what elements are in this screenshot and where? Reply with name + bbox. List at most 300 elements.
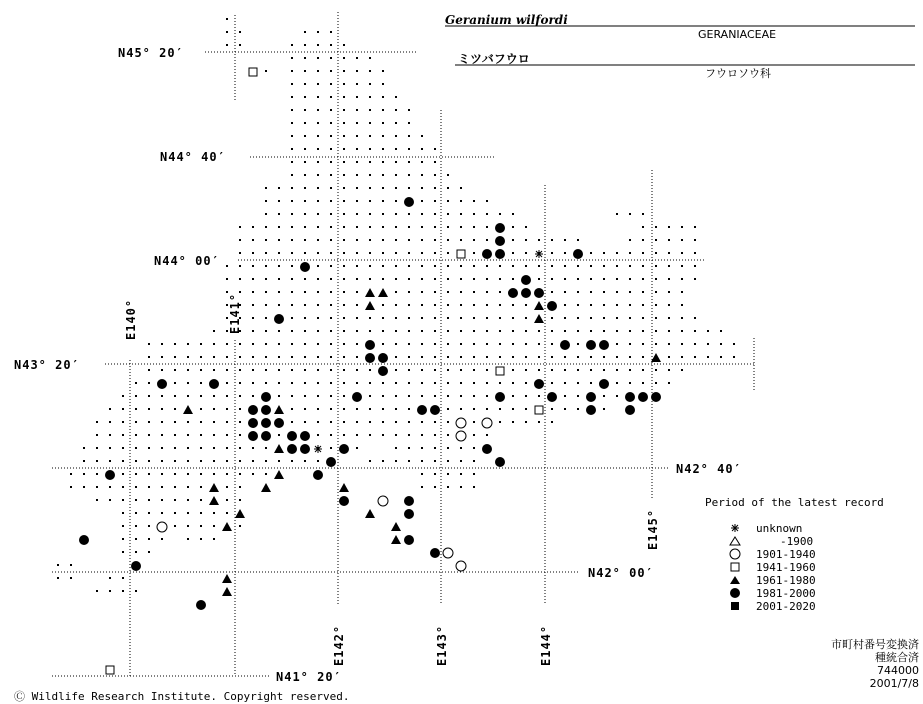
grid-dot [265, 213, 267, 215]
grid-dot [460, 291, 462, 293]
grid-dot [122, 434, 124, 436]
grid-dot [135, 538, 137, 540]
grid-dot [473, 343, 475, 345]
grid-dot [291, 421, 293, 423]
species-name: Geranium wilfordi [445, 13, 568, 27]
grid-dot [668, 239, 670, 241]
grid-dot [109, 434, 111, 436]
grid-dot [161, 460, 163, 462]
grid-dot [369, 213, 371, 215]
grid-dot [486, 356, 488, 358]
grid-dot [629, 369, 631, 371]
grid-dot [382, 382, 384, 384]
grid-dot [681, 330, 683, 332]
grid-dot [343, 109, 345, 111]
record-1981-2000 [79, 535, 89, 545]
grid-dot [96, 590, 98, 592]
grid-dot [356, 83, 358, 85]
grid-dot [447, 395, 449, 397]
grid-dot [187, 525, 189, 527]
grid-dot [499, 278, 501, 280]
grid-dot [200, 499, 202, 501]
grid-dot [460, 239, 462, 241]
grid-dot [616, 369, 618, 371]
record-1981-2000 [339, 496, 349, 506]
grid-dot [525, 356, 527, 358]
record-1981-2000 [313, 470, 323, 480]
grid-dot [460, 304, 462, 306]
grid-dot [408, 109, 410, 111]
grid-dot [252, 382, 254, 384]
record-1981-2000 [404, 535, 414, 545]
grid-dot [408, 408, 410, 410]
grid-dot [330, 421, 332, 423]
record-1941-1960 [457, 250, 465, 258]
record-1901-1940 [456, 418, 466, 428]
grid-dot [668, 304, 670, 306]
grid-dot [616, 278, 618, 280]
grid-dot [395, 421, 397, 423]
grid-dot [551, 356, 553, 358]
grid-dot [226, 460, 228, 462]
grid-dot [291, 356, 293, 358]
grid-dot [252, 369, 254, 371]
grid-dot [447, 278, 449, 280]
grid-dot [291, 265, 293, 267]
grid-dot [135, 434, 137, 436]
grid-dot [278, 239, 280, 241]
grid-dot [447, 369, 449, 371]
grid-dot [330, 31, 332, 33]
grid-dot [135, 460, 137, 462]
grid-dot [642, 291, 644, 293]
filled-triangle-icon [730, 576, 740, 584]
grid-dot [278, 187, 280, 189]
grid-dot [239, 265, 241, 267]
record-1981-2000 [261, 405, 271, 415]
grid-dot [343, 57, 345, 59]
grid-dot [616, 395, 618, 397]
grid-dot [408, 382, 410, 384]
grid-dot [421, 291, 423, 293]
grid-dot [447, 213, 449, 215]
grid-dot [434, 291, 436, 293]
grid-dot [239, 31, 241, 33]
grid-dot [200, 512, 202, 514]
grid-dot [304, 369, 306, 371]
grid-dot [577, 265, 579, 267]
grid-dot [109, 577, 111, 579]
record-1981-2000 [274, 418, 284, 428]
grid-dot [369, 161, 371, 163]
grid-dot [135, 382, 137, 384]
record-1981-2000 [430, 405, 440, 415]
grid-dot [681, 369, 683, 371]
record-1981-2000 [651, 392, 661, 402]
grid-dot [434, 473, 436, 475]
grid-dot [330, 109, 332, 111]
grid-dot [499, 421, 501, 423]
grid-dot [239, 356, 241, 358]
grid-dot [330, 44, 332, 46]
grid-dot [122, 486, 124, 488]
grid-dot [291, 96, 293, 98]
grid-dot [395, 395, 397, 397]
grid-dot [603, 356, 605, 358]
grid-dot [421, 447, 423, 449]
grid-dot [473, 226, 475, 228]
record-1981-2000 [495, 249, 505, 259]
grid-dot [122, 499, 124, 501]
grid-dot [291, 109, 293, 111]
grid-dot [330, 395, 332, 397]
grid-dot [395, 109, 397, 111]
record-1941-1960 [535, 406, 543, 414]
grid-dot [226, 473, 228, 475]
grid-dot [135, 512, 137, 514]
grid-dot [317, 421, 319, 423]
grid-dot [473, 239, 475, 241]
conversion-note: 市町村番号変換済 [831, 638, 919, 651]
grid-dot [460, 226, 462, 228]
grid-dot [252, 330, 254, 332]
grid-dot [577, 382, 579, 384]
grid-dot [668, 226, 670, 228]
grid-dot [629, 278, 631, 280]
grid-dot [473, 460, 475, 462]
grid-dot [577, 304, 579, 306]
grid-dot [434, 200, 436, 202]
grid-dot [304, 382, 306, 384]
grid-dot [122, 447, 124, 449]
record-1901-1940 [443, 548, 453, 558]
grid-dot [96, 460, 98, 462]
open-triangle-icon [730, 537, 740, 545]
grid-dot [577, 291, 579, 293]
grid-dot [304, 109, 306, 111]
grid-dot [512, 278, 514, 280]
grid-dot [642, 343, 644, 345]
grid-dot [96, 473, 98, 475]
grid-dot [512, 213, 514, 215]
grid-dot [161, 408, 163, 410]
grid-dot [252, 291, 254, 293]
record-1961-1980 [261, 483, 271, 492]
grid-dot [447, 291, 449, 293]
grid-dot [317, 265, 319, 267]
grid-dot [421, 187, 423, 189]
grid-dot [382, 252, 384, 254]
grid-dot [317, 187, 319, 189]
grid-dot [538, 330, 540, 332]
grid-dot [369, 187, 371, 189]
grid-dot [252, 239, 254, 241]
grid-dot [161, 395, 163, 397]
grid-dot [629, 291, 631, 293]
record-1981-2000 [534, 288, 544, 298]
grid-dot [564, 330, 566, 332]
grid-dot [343, 187, 345, 189]
grid-dot [720, 330, 722, 332]
lat-label: N42° 40′ [676, 462, 742, 476]
copyright-notice: Ⓒ Wildlife Research Institute. Copyright reserved. [14, 690, 350, 703]
grid-dot [603, 278, 605, 280]
grid-dot [369, 226, 371, 228]
record-1961-1980 [534, 301, 544, 310]
grid-dot [226, 369, 228, 371]
grid-dot [382, 96, 384, 98]
grid-dot [226, 278, 228, 280]
grid-dot [460, 265, 462, 267]
grid-dot [343, 239, 345, 241]
record-1961-1980 [391, 535, 401, 544]
grid-dot [265, 291, 267, 293]
lon-label: E144° [539, 624, 553, 666]
grid-dot [525, 252, 527, 254]
grid-dot [148, 369, 150, 371]
record-1961-1980 [222, 587, 232, 596]
legend [705, 496, 884, 613]
grid-dot [694, 239, 696, 241]
grid-dot [564, 252, 566, 254]
record-1981-2000 [547, 392, 557, 402]
grid-dot [343, 408, 345, 410]
grid-dot [278, 330, 280, 332]
grid-dot [434, 252, 436, 254]
grid-dot [252, 252, 254, 254]
grid-dot [369, 252, 371, 254]
grid-dot [382, 408, 384, 410]
grid-dot [681, 356, 683, 358]
grid-dot [304, 330, 306, 332]
grid-dot [148, 499, 150, 501]
grid-dot [135, 447, 137, 449]
grid-dot [200, 434, 202, 436]
record-1981-2000 [638, 392, 648, 402]
grid-dot [681, 239, 683, 241]
grid-dot [291, 317, 293, 319]
grid-dot [655, 330, 657, 332]
grid-dot [330, 447, 332, 449]
grid-dot [590, 382, 592, 384]
grid-dot [278, 291, 280, 293]
grid-dot [239, 252, 241, 254]
grid-dot [161, 512, 163, 514]
grid-dot [343, 174, 345, 176]
grid-dot [213, 408, 215, 410]
grid-dot [590, 330, 592, 332]
grid-dot [460, 213, 462, 215]
grid-dot [252, 395, 254, 397]
grid-dot [382, 135, 384, 137]
grid-dot [694, 226, 696, 228]
grid-dot [291, 252, 293, 254]
grid-dot [421, 421, 423, 423]
grid-dot [473, 265, 475, 267]
grid-dot [616, 252, 618, 254]
grid-dot [213, 421, 215, 423]
record-1981-2000 [417, 405, 427, 415]
grid-dot [486, 408, 488, 410]
grid-dot [330, 304, 332, 306]
grid-dot [291, 343, 293, 345]
grid-dot [161, 421, 163, 423]
grid-dot [434, 213, 436, 215]
grid-dot [447, 187, 449, 189]
grid-dot [304, 304, 306, 306]
grid-dot [109, 421, 111, 423]
grid-dot [187, 499, 189, 501]
grid-dot [304, 70, 306, 72]
grid-dot [239, 473, 241, 475]
grid-dot [473, 200, 475, 202]
grid-dot [395, 317, 397, 319]
grid-dot [278, 382, 280, 384]
grid-dot [356, 200, 358, 202]
grid-dot [486, 395, 488, 397]
grid-dot [239, 525, 241, 527]
grid-dot [551, 291, 553, 293]
grid-dot [369, 317, 371, 319]
grid-dot [291, 200, 293, 202]
grid-dot [551, 421, 553, 423]
record-unknown [314, 445, 322, 453]
grid-dot [395, 122, 397, 124]
grid-dot [265, 252, 267, 254]
grid-dot [187, 421, 189, 423]
grid-dot [343, 226, 345, 228]
grid-dot [551, 239, 553, 241]
grid-dot [408, 330, 410, 332]
grid-dot [551, 369, 553, 371]
grid-dot [525, 330, 527, 332]
grid-dot [174, 525, 176, 527]
open-circle-icon [730, 549, 740, 559]
grid-dot [213, 434, 215, 436]
record-1981-2000 [326, 457, 336, 467]
grid-dot [551, 408, 553, 410]
record-1981-2000 [586, 340, 596, 350]
lat-label: N41° 20′ [276, 670, 342, 684]
grid-dot [265, 278, 267, 280]
grid-dot [343, 252, 345, 254]
grid-dot [369, 395, 371, 397]
grid-dot [512, 369, 514, 371]
grid-dot [538, 369, 540, 371]
grid-dot [707, 356, 709, 358]
grid-dot [291, 239, 293, 241]
record-1981-2000 [586, 392, 596, 402]
grid-dot [460, 447, 462, 449]
grid-dot [356, 278, 358, 280]
grid-dot [369, 148, 371, 150]
grid-dot [291, 122, 293, 124]
grid-dot [356, 174, 358, 176]
grid-dot [408, 395, 410, 397]
grid-dot [239, 395, 241, 397]
grid-dot [252, 356, 254, 358]
grid-dot [200, 408, 202, 410]
grid-dot [343, 96, 345, 98]
grid-dot [96, 486, 98, 488]
grid-dot [96, 434, 98, 436]
grid-dot [304, 252, 306, 254]
record-1981-2000 [248, 431, 258, 441]
grid-dot [304, 174, 306, 176]
grid-dot [356, 109, 358, 111]
grid-dot [239, 343, 241, 345]
grid-dot [330, 343, 332, 345]
grid-dot [187, 486, 189, 488]
grid-dot [525, 226, 527, 228]
grid-dot [226, 343, 228, 345]
grid-dot [707, 343, 709, 345]
grid-dot [330, 187, 332, 189]
lon-label: E145° [646, 508, 660, 550]
grid-dot [187, 395, 189, 397]
grid-dot [70, 486, 72, 488]
grid-dot [421, 265, 423, 267]
grid-dot [434, 148, 436, 150]
grid-dot [512, 226, 514, 228]
grid-dot [226, 512, 228, 514]
grid-dot [330, 213, 332, 215]
grid-dot [252, 304, 254, 306]
grid-dot [564, 369, 566, 371]
grid-dot [226, 291, 228, 293]
grid-dot [681, 252, 683, 254]
grid-dot [161, 434, 163, 436]
grid-dot [70, 473, 72, 475]
grid-dot [382, 330, 384, 332]
grid-dot [291, 57, 293, 59]
grid-dot [655, 343, 657, 345]
record-1981-2000 [599, 379, 609, 389]
grid-dot [395, 343, 397, 345]
grid-dot [486, 278, 488, 280]
grid-dot [499, 291, 501, 293]
grid-dot [590, 304, 592, 306]
grid-dot [395, 200, 397, 202]
grid-dot [317, 317, 319, 319]
grid-dot [486, 434, 488, 436]
grid-dot [278, 226, 280, 228]
grid-dot [70, 577, 72, 579]
grid-dot [655, 278, 657, 280]
grid-dot [499, 382, 501, 384]
grid-dot [304, 83, 306, 85]
grid-dot [616, 213, 618, 215]
grid-dot [304, 408, 306, 410]
grid-dot [278, 395, 280, 397]
grid-dot [577, 356, 579, 358]
grid-dot [187, 343, 189, 345]
grid-dot [616, 382, 618, 384]
grid-dot [408, 421, 410, 423]
grid-dot [330, 226, 332, 228]
grid-dot [304, 213, 306, 215]
grid-dot [512, 304, 514, 306]
grid-dot [291, 278, 293, 280]
grid-dot [148, 551, 150, 553]
grid-dot [564, 382, 566, 384]
grid-dot [395, 265, 397, 267]
grid-dot [564, 278, 566, 280]
grid-dot [317, 174, 319, 176]
grid-dot [434, 278, 436, 280]
grid-dot [395, 226, 397, 228]
grid-dot [174, 421, 176, 423]
